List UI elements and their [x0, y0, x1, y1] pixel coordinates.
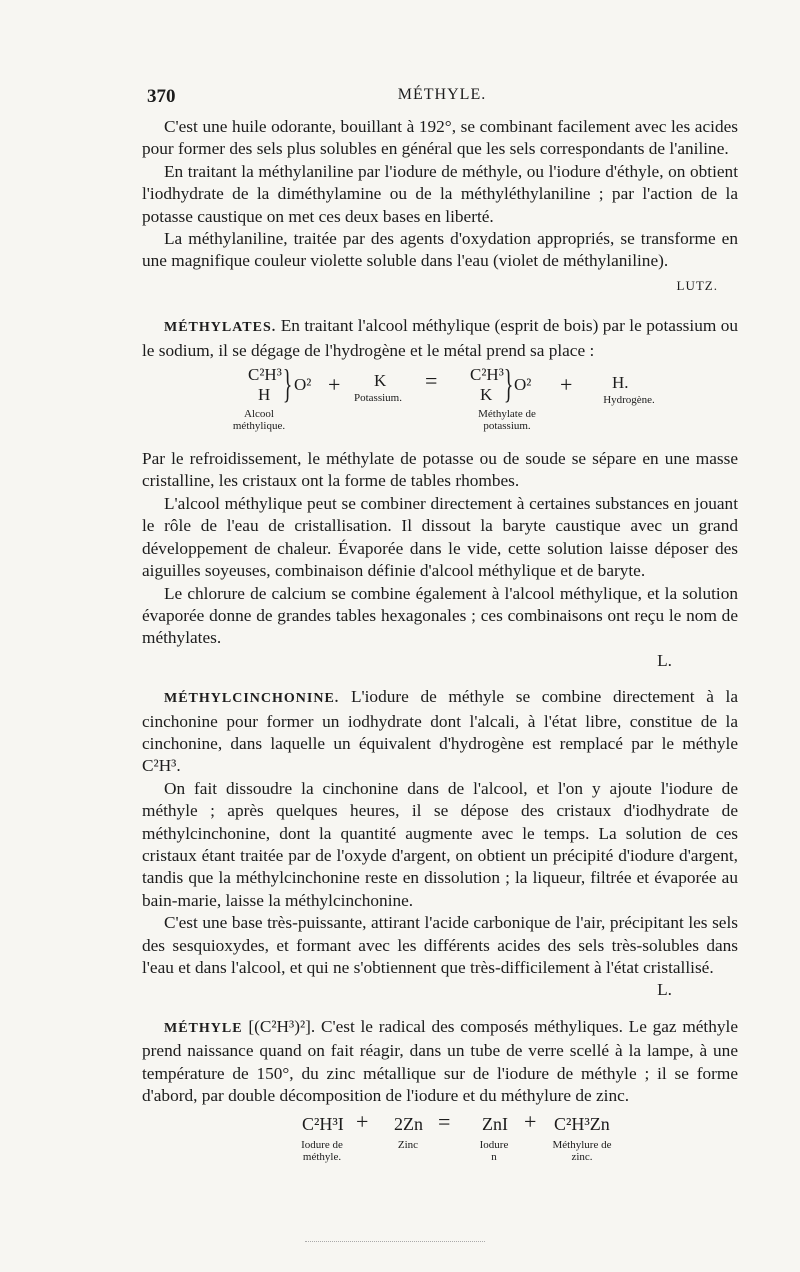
author-signature: L.	[657, 980, 672, 1000]
compound-label: Iodure de méthyle.	[301, 1139, 343, 1164]
compound-label: Méthylure de zinc.	[552, 1139, 612, 1164]
paragraph: En traitant la méthylaniline par l'iodure de méthyle, ou l'iodure d'éthyle, on obtient l'iodhydrate de la diméthylamine ou de la méthyléthylaniline ; par l'action de la potasse caustique on met ces deux bases en liberté.	[142, 161, 738, 226]
compound-label: n	[491, 1151, 497, 1164]
compound-label: Zinc	[397, 1139, 419, 1152]
entry-heading: MÉTHYLCINCHONINE.	[164, 691, 340, 707]
chemical-equation	[142, 361, 738, 442]
formula-term: 2Zn	[394, 1114, 423, 1135]
entry-intro: En traitant l'alcool méthylique (esprit de bois) par le potassium ou le sodium, il se dégage de l'hydrogène et le métal prend sa place :	[142, 316, 738, 360]
divider	[305, 1241, 485, 1243]
equals-sign: =	[438, 1109, 451, 1135]
article-methylates	[142, 315, 738, 362]
compound-label: Potassium.	[354, 392, 402, 405]
paragraph: On fait dissoudre la cinchonine dans de l'alcool, et l'on y ajoute l'iodure de méthyle ; après quelques heures, il se dépose des cristaux d'iodhydrate de méthylcinchonine, dont la quantité augmente avec le temps. La solution de ces cristaux étant traitée par de l'oxyde d'argent, on obtient un précipité d'iodure d'argent, tandis que la méthylcinchonine reste en dissolution ; la liqueur, filtrée et évaporée au bain-marie, laisse la méthylcinchonine.	[142, 778, 738, 910]
entry-heading: MÉTHYLE	[164, 1020, 243, 1036]
author-signature: LUTZ.	[676, 277, 718, 293]
paragraph: Par le refroidissement, le méthylate de potasse ou de soude se sépare en une masse cristalline, les cristaux ont la forme de tables rhombes.	[142, 449, 738, 491]
formula-term: O²	[294, 375, 312, 395]
entry-intro: C'est le radical des composés méthyliques. Le gaz méthyle prend naissance quand on fait réagir, dans un tube de verre scellé à la lampe, à une température de 150°, du zinc métallique sur de l'iodure de méthyle ; il se forme d'abord, par double décomposition de l'iodure et du méthylure de zinc.	[142, 1016, 738, 1106]
author-signature: L.	[657, 650, 672, 670]
paragraph: Le chlorure de calcium se combine également à l'alcool méthylique, et la solution évaporée donne de grandes tables hexagonales ; ces combinaisons ont reçu le nom de méthylates.	[142, 583, 738, 648]
formula-term: C²H³	[248, 365, 282, 385]
formula-term: H.	[612, 373, 629, 393]
chemical-equation	[142, 1109, 738, 1171]
compound-label: Alcool méthylique.	[232, 408, 286, 433]
paragraph: L'alcool méthylique peut se combiner directement à certaines substances en jouant le rôle de l'eau de cristallisation. Il dissout la baryte caustique avec un grand développement de chaleur. Évaporée dans le vide, cette solution laisse déposer des aiguilles soyeuses, combinaison définie d'alcool méthylique et de baryte.	[142, 493, 738, 581]
article-methyle	[142, 1016, 738, 1108]
plus-sign: +	[328, 372, 341, 398]
entry-heading: MÉTHYLATES.	[164, 320, 277, 336]
paragraph: C'est une base très-puissante, attirant l'acide carbonique de l'air, précipitant les sels des sesquioxydes, et formant avec les différents acides des sels très-solubles dans l'eau et dans l'alcool, et qui ne s'obtiennent que très-difficilement à l'état cristallisé.	[142, 913, 738, 977]
running-title: MÉTHYLE.	[397, 86, 487, 103]
brace-symbol: }	[503, 361, 514, 407]
formula-term: C²H³Zn	[554, 1114, 610, 1135]
page-body	[142, 116, 738, 1171]
compound-label: Hydrogène.	[603, 394, 655, 407]
page-number: 370	[147, 86, 176, 107]
plus-sign: +	[524, 1109, 537, 1135]
paragraph: La méthylaniline, traitée par des agents d'oxydation appropriés, se transforme en une magnifique couleur violette soluble dans l'eau (violet de méthylaniline).	[142, 229, 738, 271]
formula-term: C²H³	[470, 365, 504, 385]
compound-label: Méthylate de potassium.	[478, 408, 536, 433]
article-methylcinchonine	[142, 686, 738, 778]
compound-label: Iodure	[479, 1139, 509, 1152]
page-header	[147, 86, 737, 110]
plus-sign: +	[356, 1109, 369, 1135]
entry-intro: L'iodure de méthyle se combine directement à la cinchonine pour former un iodhydrate dont l'alcali, à l'état libre, constitue de la cinchonine, dans laquelle un équivalent d'hydrogène est remplacé par le méthyle C²H³.	[142, 687, 738, 776]
formula-term: ZnI	[482, 1114, 508, 1135]
brace-symbol: }	[282, 361, 293, 407]
formula-term: K	[480, 385, 493, 405]
formula-term: K	[374, 371, 387, 391]
formula-term: O²	[514, 375, 532, 395]
paragraph: C'est une huile odorante, bouillant à 192°, se combinant facilement avec les acides pour former des sels plus solubles en général que les sels correspondants de l'aniline.	[142, 117, 738, 159]
equals-sign: =	[425, 368, 438, 394]
formula-term: H	[258, 385, 271, 405]
entry-formula: [(C²H³)²].	[242, 1016, 316, 1036]
formula-term: C²H³I	[302, 1114, 344, 1135]
plus-sign: +	[560, 372, 573, 398]
